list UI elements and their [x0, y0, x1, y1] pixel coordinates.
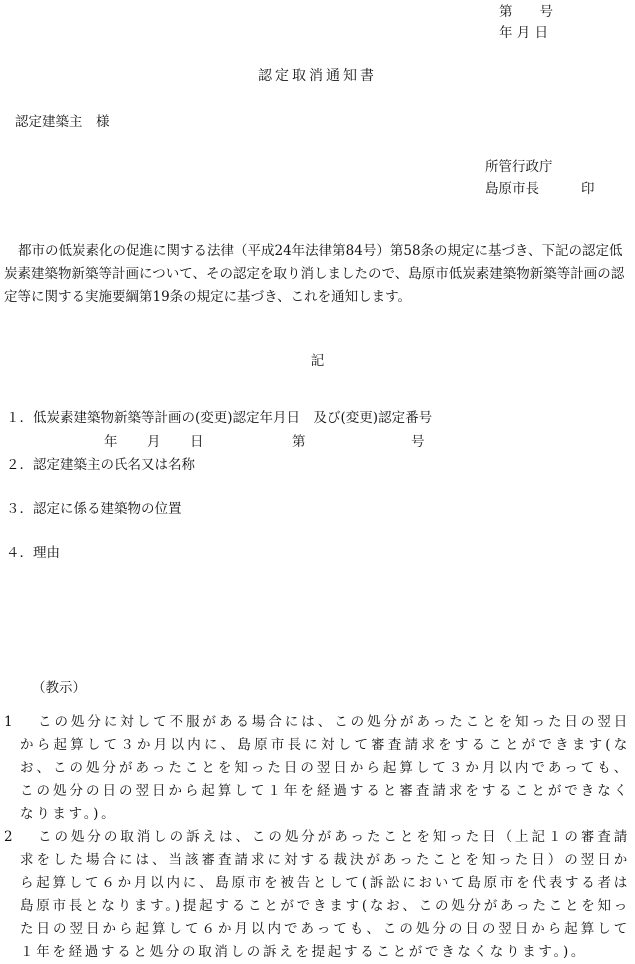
document-title: 認定取消通知書: [258, 68, 377, 84]
item-building-location: [6, 497, 182, 517]
number-suffix-field: 号: [411, 434, 425, 450]
notice-heading: （教示）: [32, 680, 86, 696]
item-label: 低炭素建築物新築等計画の(変更)認定年月日 及び(変更)認定番号: [33, 410, 433, 426]
notice-item-text: この処分に対して不服がある場合には、この処分があったことを知った日の翌日から起算して３か月以内に、島原市長に対して審査請求をすることができます(なお、この処分があったことを知った日の翌日から起算して３か月以内であっても、この処分の日の翌日から起算して１年を経過すると審査請求をすることができなくなります。)。: [20, 714, 630, 822]
seal-mark: 印: [581, 181, 595, 197]
document-number-label: 第 号: [499, 4, 553, 20]
notice-item-appeal: [4, 711, 630, 826]
issuing-office: 所管行政庁: [485, 159, 553, 175]
issuer-name: 島原市長: [485, 181, 539, 197]
notice-item-lawsuit: [4, 826, 630, 964]
item-number: ４．: [6, 545, 33, 561]
year-field: 年: [104, 434, 118, 450]
notice-item-number: 2: [4, 829, 13, 845]
item-number: ２．: [6, 457, 33, 473]
item-label: 認定建築主の氏名又は名称: [33, 457, 195, 473]
month-field: 月: [147, 434, 161, 450]
item-reason: [6, 541, 60, 561]
item-owner-name: [6, 453, 195, 473]
body-text: 都市の低炭素化の促進に関する法律（平成24年法律第84号）第58条の規定に基づき、下記の認定低炭素建築物新築等計画について、その認定を取り消しましたので、島原市低炭素建築物新築等計画の認定等に関する実施要綱第19条の規定に基づき、これを通知します。: [4, 243, 625, 305]
item-number: ３．: [6, 501, 33, 517]
item-label: 理由: [33, 545, 60, 561]
record-mark: 記: [310, 353, 325, 369]
document-date-label: 年 月 日: [499, 25, 549, 41]
item-number: １．: [6, 410, 33, 426]
notice-item-number: 1: [4, 714, 13, 730]
number-prefix-field: 第: [292, 434, 306, 450]
item-approval-date-number: [6, 406, 432, 426]
body-paragraph: [4, 240, 632, 309]
addressee: 認定建築主 様: [15, 114, 110, 130]
day-field: 日: [190, 434, 204, 450]
item-label: 認定に係る建築物の位置: [33, 501, 182, 517]
notice-item-text: この処分の取消しの訴えは、この処分があったことを知った日（上記１の審査請求をした場合には、当該審査請求に対する裁決があったことを知った日）の翌日から起算して６か月以内に、島原市を被告として(訴訟において島原市を代表する者は島原市長となります。)提起することができます(なお、この処分があったことを知った日の翌日から起算して６か月以内であっても、この処分の日の翌日から起算して１年を経過すると処分の取消しの訴えを提起することができなくなります。)。: [20, 829, 630, 960]
issuer-line: [485, 177, 595, 197]
